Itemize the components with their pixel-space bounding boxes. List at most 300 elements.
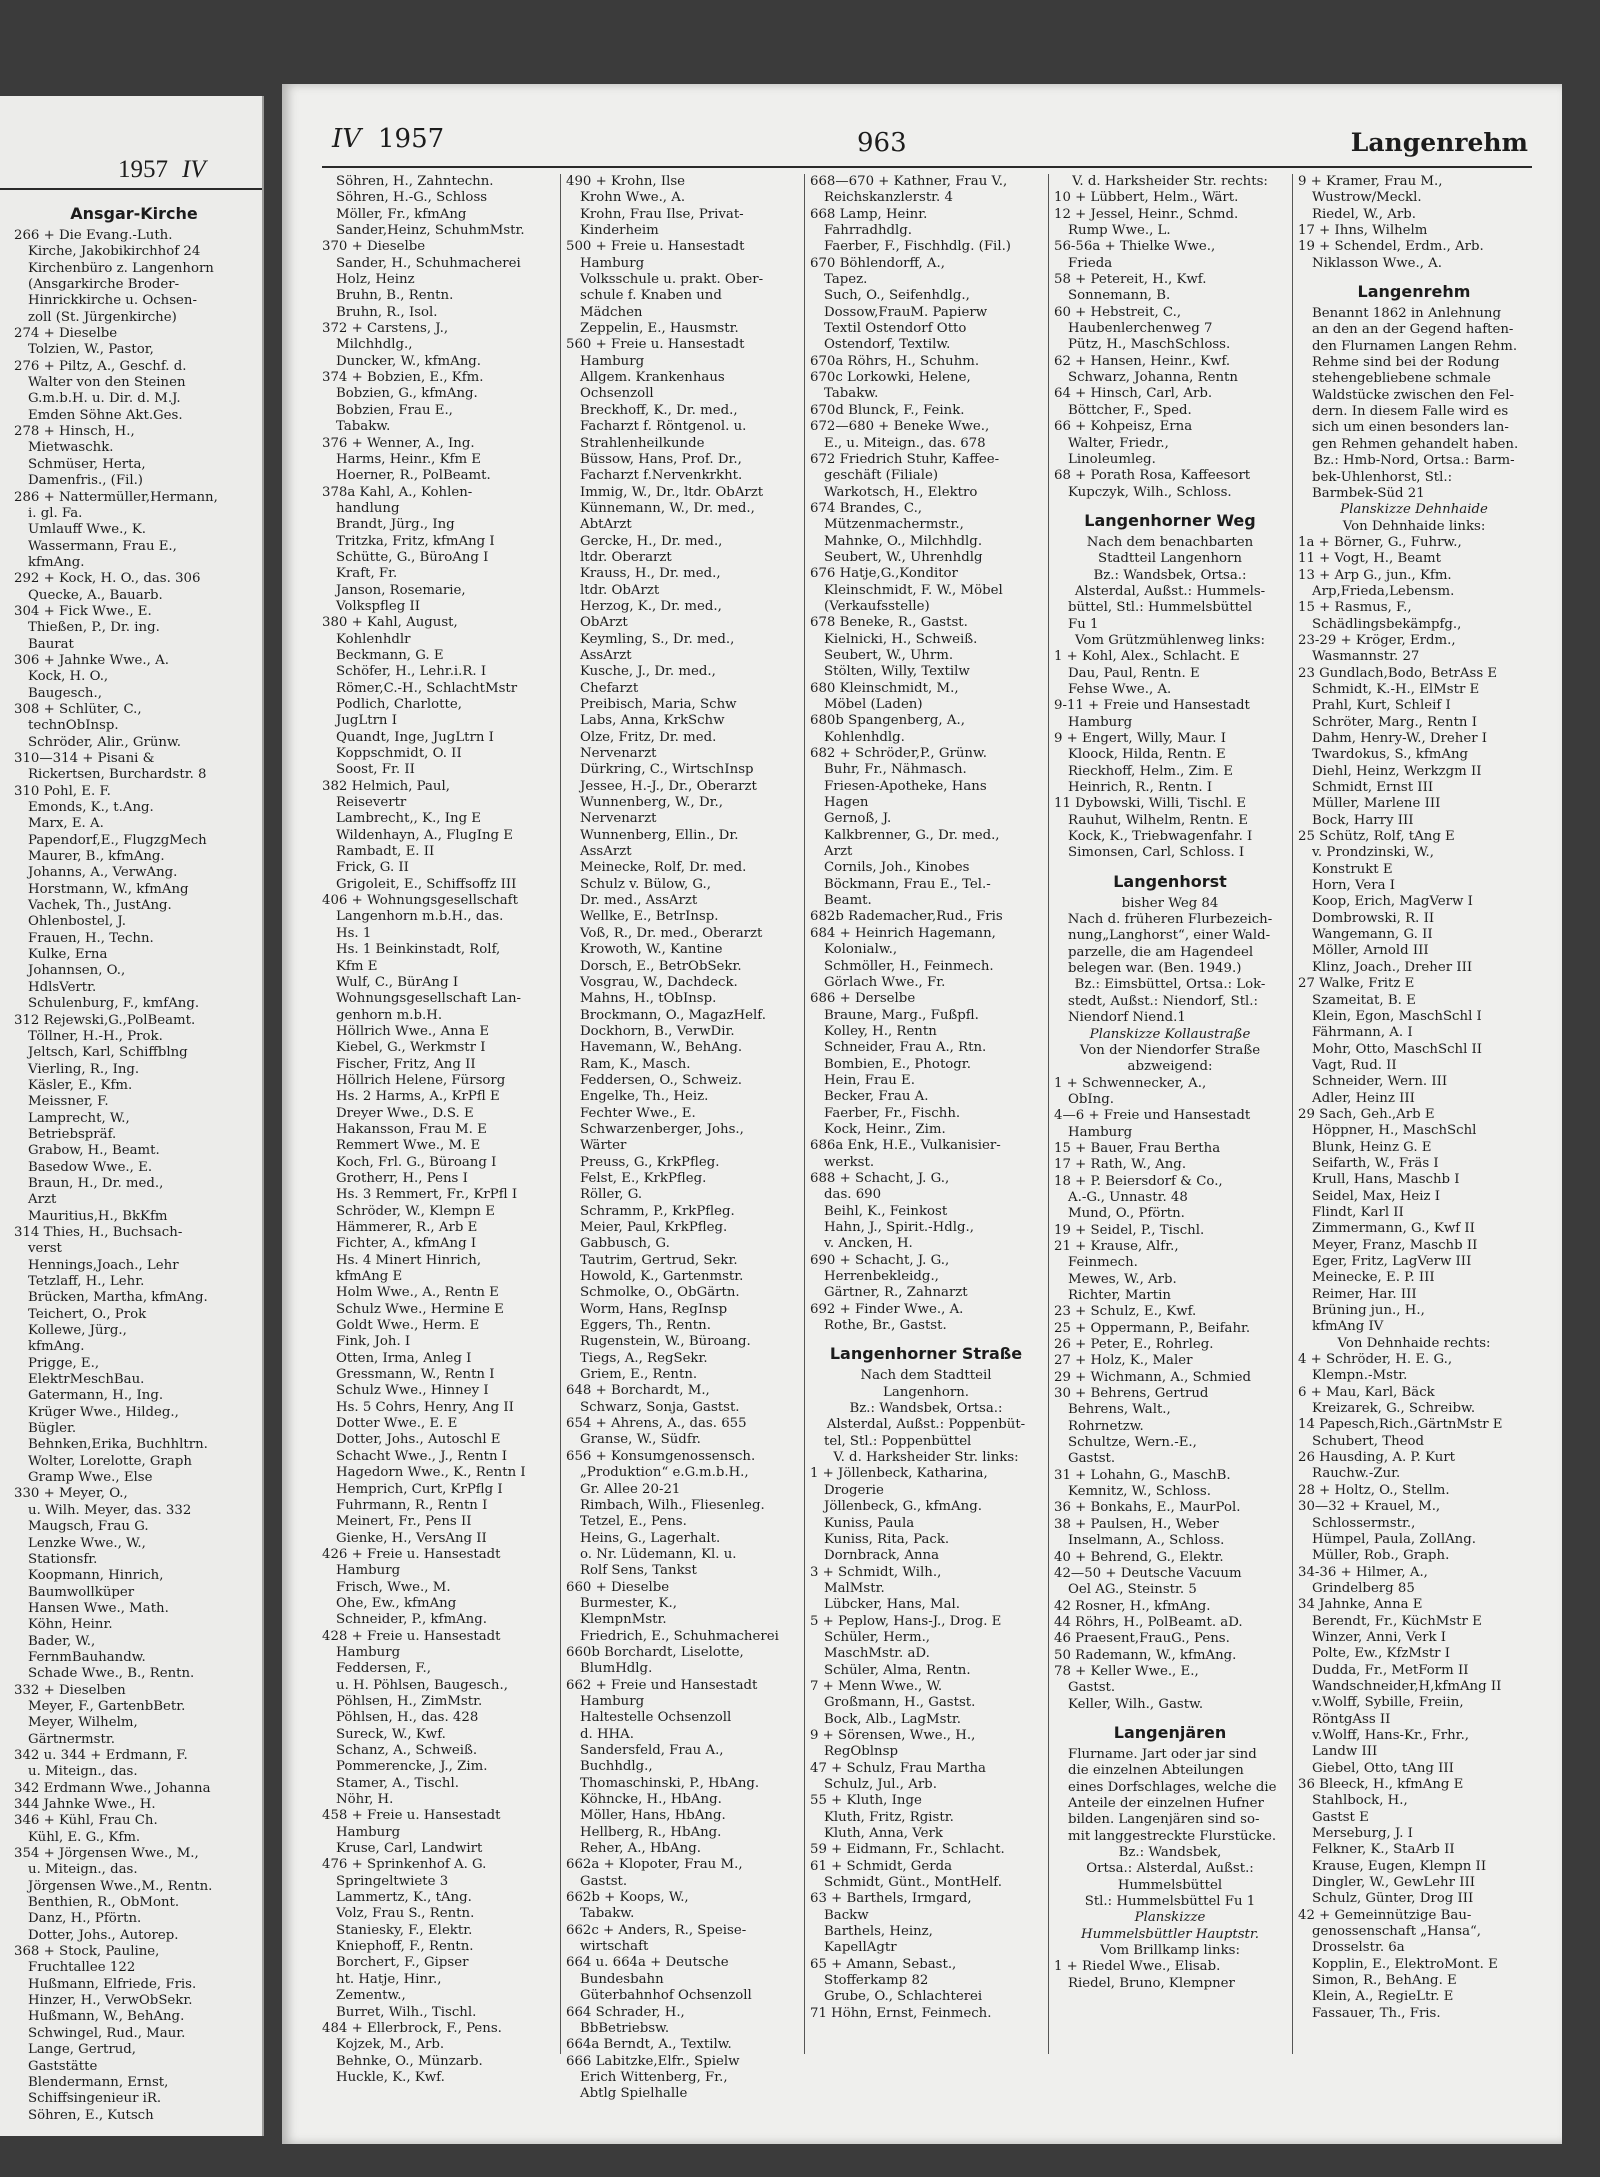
resident-entry: Such, O., Seifenhdlg., bbox=[824, 288, 970, 304]
resident-entry: Tabakw. bbox=[824, 386, 879, 402]
house-number-entry: 25 Schütz, Rolf, tAng E bbox=[1298, 829, 1455, 845]
resident-entry: Bader, W., bbox=[28, 1633, 96, 1649]
resident-entry: „Produktion“ e.G.m.b.H., bbox=[580, 1465, 749, 1481]
house-number-entry: 71 Höhn, Ernst, Feinmech. bbox=[810, 2005, 992, 2021]
resident-entry: Wunnenberg, W., Dr., bbox=[580, 795, 723, 811]
resident-entry: Hs. 1 Beinkinstadt, Rolf, bbox=[336, 942, 501, 958]
resident-entry: Klinz, Joach., Dreher III bbox=[1312, 959, 1473, 975]
resident-entry: Simon, R., BehAng. E bbox=[1312, 1973, 1457, 1989]
resident-entry: u. Wilh. Meyer, das. 332 bbox=[28, 1502, 192, 1518]
resident-entry: Meissner, F. bbox=[28, 1094, 109, 1110]
resident-entry: Teichert, O., Prok bbox=[28, 1306, 147, 1322]
resident-entry: Wolter, Lorelotte, Graph bbox=[28, 1453, 192, 1469]
resident-entry: Maurer, B., kfmAng. bbox=[28, 849, 165, 865]
resident-entry: Quandt, Inge, JugLtrn I bbox=[336, 729, 494, 745]
resident-entry: Hamburg bbox=[580, 255, 645, 271]
resident-entry: v.Wolff, Hans-Kr., Frhr., bbox=[1312, 1727, 1470, 1743]
resident-entry: u. Miteign., das. bbox=[28, 1764, 138, 1780]
right-page-rule bbox=[322, 166, 1532, 168]
resident-entry: Schubert, Theod bbox=[1312, 1433, 1425, 1449]
resident-entry: Meyer, Franz, Maschb II bbox=[1312, 1237, 1478, 1253]
resident-entry: Hagedorn Wwe., K., Rentn I bbox=[336, 1465, 526, 1481]
resident-entry: Kohlenhdlg. bbox=[824, 729, 905, 745]
map-sketch-reference: Planskizze bbox=[1134, 1910, 1206, 1926]
house-number-entry: 664a Berndt, A., Textilw. bbox=[566, 2037, 732, 2053]
street-description: abzweigend: bbox=[1127, 1059, 1213, 1075]
resident-entry: Köhn, Heinr. bbox=[28, 1617, 113, 1633]
resident-entry: Schramm, P., KrkPfleg. bbox=[580, 1203, 735, 1219]
resident-entry: Kopplin, E., ElektroMont. E bbox=[1312, 1956, 1498, 1972]
resident-entry: Keller, Wilh., Gastw. bbox=[1068, 1696, 1204, 1712]
resident-entry: AbtArzt bbox=[580, 517, 632, 533]
house-number-entry: 1a + Börner, G., Fuhrw., bbox=[1298, 534, 1462, 550]
resident-entry: Voß, R., Dr. med., Oberarzt bbox=[580, 925, 763, 941]
resident-entry: Johannsen, O., bbox=[28, 963, 126, 979]
resident-entry: Kluth, Anna, Verk bbox=[824, 1826, 943, 1842]
resident-entry: Twardokus, S., kfmAng bbox=[1312, 747, 1469, 763]
resident-entry: Facharzt f.Nervenkrkht. bbox=[580, 468, 743, 484]
resident-entry: Emonds, K., t.Ang. bbox=[28, 800, 154, 816]
street-description: Bz.: Hmb-Nord, Ortsa.: Barm- bbox=[1313, 453, 1515, 469]
resident-entry: Tetzel, E., Pens. bbox=[580, 1514, 687, 1530]
house-number-entry: 662b + Koops, W., bbox=[566, 1890, 689, 1906]
resident-entry: Holm Wwe., A., Rentn E bbox=[336, 1285, 499, 1301]
house-number-entry: 30—32 + Krauel, M., bbox=[1298, 1499, 1441, 1515]
house-number-entry: 50 Rademann, W., kfmAng. bbox=[1054, 1647, 1237, 1663]
resident-entry: Soost, Fr. II bbox=[336, 762, 415, 778]
house-number-entry: 654 + Ahrens, A., das. 655 bbox=[566, 1416, 747, 1432]
resident-entry: Barmbek-Süd 21 bbox=[1312, 485, 1425, 501]
house-number-entry: 10 + Lübbert, Helm., Wärt. bbox=[1054, 190, 1239, 206]
resident-entry: Felkner, K., StaArb II bbox=[1312, 1842, 1455, 1858]
resident-entry: Quecke, A., Bauarb. bbox=[28, 587, 163, 603]
resident-entry: Anteile der einzelnen Hufner bbox=[1068, 1795, 1264, 1811]
house-number-entry: 29 + Wichmann, A., Schmied bbox=[1054, 1369, 1251, 1385]
resident-entry: Hennings,Joach., Lehr bbox=[28, 1257, 179, 1273]
resident-entry: Hamburg bbox=[1068, 714, 1133, 730]
resident-entry: bek-Uhlenhorst, Stl.: bbox=[1312, 469, 1453, 485]
resident-entry: Braun, H., Dr. med., bbox=[28, 1175, 164, 1191]
resident-entry: Waldstücke zwischen den Fel- bbox=[1312, 387, 1514, 403]
house-number-entry: 19 + Seidel, P., Tischl. bbox=[1054, 1222, 1205, 1238]
street-description: Bz.: Wandsbek, bbox=[1118, 1845, 1222, 1860]
resident-entry: Adler, Heinz III bbox=[1312, 1090, 1415, 1106]
resident-entry: Tolzien, W., Pastor, bbox=[28, 342, 154, 358]
resident-entry: Sonnemann, B. bbox=[1068, 288, 1171, 304]
resident-entry: BbBetriebsw. bbox=[580, 2020, 670, 2036]
resident-entry: genhorn m.b.H. bbox=[336, 1007, 443, 1023]
resident-entry: Prahl, Kurt, Schleif I bbox=[1312, 698, 1451, 714]
resident-entry: Buhr, Fr., Nähmasch. bbox=[824, 762, 967, 778]
resident-entry: Frick, G. II bbox=[336, 860, 409, 876]
house-number-entry: 476 + Sprinkenhof A. G. bbox=[322, 1857, 487, 1873]
house-number-entry: 40 + Behrend, G., Elektr. bbox=[1054, 1549, 1224, 1565]
resident-entry: Keymling, S., Dr. med., bbox=[580, 631, 735, 647]
resident-entry: Bombien, E., Photogr. bbox=[824, 1056, 971, 1072]
resident-entry: Burmester, K., bbox=[580, 1595, 677, 1611]
resident-entry: Holz, Heinz bbox=[336, 272, 415, 288]
resident-entry: Beamt. bbox=[824, 893, 872, 909]
left-page-column bbox=[14, 194, 254, 2123]
resident-entry: Kuniss, Rita, Pack. bbox=[824, 1531, 950, 1547]
house-number-entry: 374 + Bobzien, E., Kfm. bbox=[322, 370, 484, 386]
resident-entry: Dockhorn, B., VerwDir. bbox=[580, 1023, 735, 1039]
resident-entry: Hansen Wwe., Math. bbox=[28, 1600, 169, 1616]
resident-entry: Emden Söhne Akt.Ges. bbox=[28, 407, 183, 423]
resident-entry: Meyer, F., GartenbBetr. bbox=[28, 1698, 186, 1714]
resident-entry: Rickertsen, Burchardstr. 8 bbox=[28, 767, 207, 783]
house-number-entry: 23 + Schulz, E., Kwf. bbox=[1054, 1304, 1197, 1320]
resident-entry: Schüler, Herm., bbox=[824, 1629, 931, 1645]
resident-entry: Buchhdlg., bbox=[580, 1759, 653, 1775]
resident-entry: Textil Ostendorf Otto bbox=[824, 321, 967, 337]
resident-entry: Wassermann, Frau E., bbox=[28, 538, 177, 554]
house-number-entry: 1 + Riedel Wwe., Elisab. bbox=[1054, 1959, 1221, 1975]
street-description: Nach d. früheren Flurbezeich- bbox=[1067, 912, 1273, 928]
resident-entry: Fu 1 bbox=[1068, 616, 1099, 632]
resident-entry: Wangemann, G. II bbox=[1312, 927, 1433, 943]
house-number-entry: 78 + Keller Wwe., E., bbox=[1054, 1663, 1199, 1679]
resident-entry: Kolley, H., Rentn bbox=[824, 1023, 937, 1039]
resident-entry: Arzt bbox=[28, 1192, 57, 1208]
house-number-entry: 306 + Jahnke Wwe., A. bbox=[14, 652, 169, 668]
resident-entry: Brüning jun., H., bbox=[1312, 1303, 1425, 1319]
resident-entry: Hellberg, R., HbAng. bbox=[580, 1824, 722, 1840]
resident-entry: Hinzer, H., VerwObSekr. bbox=[28, 1993, 193, 2009]
resident-entry: Erich Wittenberg, Fr., bbox=[580, 2069, 728, 2085]
resident-entry: Hinrickkirche u. Ochsen- bbox=[28, 293, 197, 309]
resident-entry: Braune, Marg., Fußpfl. bbox=[824, 1007, 979, 1023]
resident-entry: Frauen, H., Techn. bbox=[28, 930, 154, 946]
resident-entry: Rohrnetzw. bbox=[1068, 1418, 1144, 1434]
resident-entry: Söhren, E., Kutsch bbox=[28, 2107, 154, 2123]
resident-entry: Müller, Rob., Graph. bbox=[1312, 1548, 1450, 1564]
resident-entry: Mohr, Otto, MaschSchl II bbox=[1312, 1041, 1483, 1057]
resident-entry: Meinecke, E. P. III bbox=[1312, 1270, 1435, 1286]
house-number-entry: 36 + Bonkahs, E., MaurPol. bbox=[1054, 1500, 1241, 1516]
resident-entry: Wärter bbox=[580, 1138, 627, 1154]
house-number-entry: 42—50 + Deutsche Vacuum bbox=[1054, 1565, 1242, 1581]
resident-entry: Granse, W., Südfr. bbox=[580, 1432, 701, 1448]
street-description: Hummelsbüttel bbox=[1117, 1877, 1223, 1893]
house-number-entry: 680 Kleinschmidt, M., bbox=[810, 680, 959, 696]
resident-entry: Fährmann, A. I bbox=[1312, 1025, 1413, 1041]
resident-entry: Schädlingsbekämpfg., bbox=[1312, 616, 1462, 632]
resident-entry: Volz, Frau S., Rentn. bbox=[336, 1906, 475, 1922]
resident-entry: Gastst. bbox=[580, 1873, 628, 1889]
resident-entry: Thießen, P., Dr. ing. bbox=[28, 620, 160, 636]
house-number-entry: 3 + Schmidt, Wilh., bbox=[810, 1564, 942, 1580]
resident-entry: Cornils, Joh., Kinobes bbox=[824, 860, 970, 876]
resident-entry: Grindelberg 85 bbox=[1312, 1580, 1415, 1596]
house-number-entry: 662a + Klopoter, Frau M., bbox=[566, 1857, 743, 1873]
resident-entry: Kluth, Fritz, Rgistr. bbox=[824, 1809, 954, 1825]
resident-entry: Dreyer Wwe., D.S. E bbox=[336, 1105, 474, 1121]
resident-entry: Fassauer, Th., Fris. bbox=[1312, 2005, 1441, 2021]
resident-entry: eines Dorfschlages, welche die bbox=[1068, 1779, 1277, 1795]
resident-entry: Seidel, Max, Heiz I bbox=[1312, 1188, 1441, 1204]
house-number-entry: 692 + Finder Wwe., A. bbox=[810, 1301, 964, 1317]
resident-entry: Klein, A., RegieLtr. E bbox=[1312, 1989, 1454, 2005]
resident-entry: Zementw., bbox=[336, 1988, 406, 2004]
resident-entry: Wohnungsgesellschaft Lan- bbox=[336, 991, 522, 1007]
resident-entry: Nervenarzt bbox=[580, 746, 657, 762]
house-number-entry: 304 + Fick Wwe., E. bbox=[14, 603, 152, 619]
resident-entry: Böckmann, Frau E., Tel.- bbox=[824, 876, 991, 892]
resident-entry: A.-G., Unnastr. 48 bbox=[1068, 1189, 1188, 1205]
resident-entry: Hämmerer, R., Arb E bbox=[336, 1220, 478, 1235]
resident-entry: Barthels, Heinz, bbox=[824, 1924, 933, 1940]
house-number-entry: 5 + Peplow, Hans-J., Drog. E bbox=[810, 1613, 1002, 1629]
resident-entry: Kirche, Jakobikirchhof 24 bbox=[28, 244, 201, 260]
resident-entry: Tabakw. bbox=[336, 419, 391, 435]
resident-entry: Worm, Hans, RegInsp bbox=[580, 1301, 728, 1317]
house-number-entry: 1 + Schwennecker, A., bbox=[1054, 1075, 1207, 1091]
left-page bbox=[0, 96, 264, 2136]
resident-entry: Horn, Vera I bbox=[1312, 878, 1395, 894]
house-number-entry: 62 + Hansen, Heinr., Kwf. bbox=[1054, 353, 1231, 369]
house-number-entry: 14 Papesch,Rich.,GärtnMstr E bbox=[1298, 1417, 1503, 1433]
resident-entry: Schneider, P., kfmAng. bbox=[336, 1612, 487, 1628]
resident-entry: Oel AG., Steinstr. 5 bbox=[1068, 1582, 1197, 1598]
resident-entry: Reisevertr bbox=[336, 795, 407, 811]
resident-entry: stedt, Außst.: Niendorf, Stl.: bbox=[1068, 993, 1258, 1009]
resident-entry: Arzt bbox=[824, 844, 853, 860]
resident-entry: Kuniss, Paula bbox=[824, 1515, 915, 1531]
resident-entry: Schwarz, Sonja, Gastst. bbox=[580, 1399, 740, 1415]
resident-entry: Diehl, Heinz, Werkzgm II bbox=[1312, 763, 1482, 779]
resident-entry: Hs. 2 Harms, A., KrPfl E bbox=[336, 1089, 500, 1105]
resident-entry: AssArzt bbox=[580, 844, 632, 860]
resident-entry: kfmAng. bbox=[28, 1339, 85, 1355]
resident-entry: Schlossermstr., bbox=[1312, 1515, 1416, 1531]
resident-entry: JugLtrn I bbox=[336, 713, 397, 729]
house-number-entry: 46 Praesent,FrauG., Pens. bbox=[1054, 1631, 1230, 1647]
resident-entry: Rehme sind bei der Rodung bbox=[1312, 355, 1500, 371]
house-number-entry: 56-56a + Thielke Wwe., bbox=[1054, 239, 1216, 255]
resident-entry: Friesen-Apotheke, Hans bbox=[824, 778, 987, 794]
resident-entry: Kraft, Fr. bbox=[336, 566, 398, 582]
column-divider bbox=[804, 174, 805, 2054]
resident-entry: Remmert Wwe., M. E bbox=[336, 1138, 481, 1154]
resident-entry: die einzelnen Abteilungen bbox=[1068, 1763, 1244, 1779]
house-number-entry: 688 + Schacht, J. G., bbox=[810, 1170, 950, 1186]
resident-entry: Tiegs, A., RegSekr. bbox=[580, 1350, 708, 1366]
resident-entry: Rauchw.-Zur. bbox=[1312, 1466, 1401, 1482]
resident-entry: Fehse Wwe., A. bbox=[1068, 681, 1172, 697]
resident-entry: Hahn, J., Spirit.-Hdlg., bbox=[824, 1220, 974, 1235]
resident-entry: Schulz, Jul., Arb. bbox=[824, 1777, 937, 1792]
resident-entry: Wulf, C., BürAng I bbox=[336, 974, 459, 990]
resident-entry: KapellAgtr bbox=[824, 1940, 897, 1956]
resident-entry: Schacht Wwe., J., Rentn I bbox=[336, 1448, 508, 1464]
house-number-entry: 9 + Engert, Willy, Maur. I bbox=[1054, 731, 1226, 746]
resident-entry: wirtschaft bbox=[580, 1939, 649, 1955]
resident-entry: Kulke, Erna bbox=[28, 947, 108, 963]
resident-entry: Dr. med., AssArzt bbox=[580, 893, 698, 909]
house-number-entry: 680b Spangenberg, A., bbox=[810, 713, 965, 729]
house-number-entry: 342 Erdmann Wwe., Johanna bbox=[14, 1780, 211, 1796]
resident-entry: Borchert, F., Gipser bbox=[336, 1955, 469, 1971]
street-description: Bz.: Eimsbüttel, Ortsa.: Lok- bbox=[1074, 977, 1266, 993]
resident-entry: Schulz Wwe., Hinney I bbox=[336, 1383, 489, 1399]
house-number-entry: 276 + Piltz, A., Geschf. d. bbox=[14, 358, 187, 374]
house-number-entry: 65 + Amann, Sebast., bbox=[810, 1956, 957, 1972]
house-number-entry: 9-11 + Freie und Hansestadt bbox=[1054, 698, 1250, 714]
resident-entry: Ohe, Ew., kfmAng bbox=[336, 1595, 457, 1611]
resident-entry: Allgem. Krankenhaus bbox=[580, 370, 725, 386]
house-number-entry: 672—680 + Beneke Wwe., bbox=[810, 419, 990, 435]
resident-entry: Fink, Joh. I bbox=[336, 1334, 411, 1350]
resident-entry: AssArzt bbox=[580, 647, 632, 663]
column-divider bbox=[1048, 174, 1049, 2054]
resident-entry: Fichter, A., kfmAng I bbox=[336, 1236, 477, 1252]
resident-entry: Pöhlsen, H., das. 428 bbox=[336, 1710, 479, 1726]
house-number-entry: 670a Röhrs, H., Schuhm. bbox=[810, 353, 980, 369]
resident-entry: Stamer, A., Tischl. bbox=[336, 1775, 459, 1791]
resident-entry: Flurname. Jart oder jar sind bbox=[1068, 1746, 1257, 1762]
house-number-entry: 648 + Borchardt, M., bbox=[566, 1383, 710, 1399]
resident-entry: Benannt 1862 in Anlehnung bbox=[1312, 306, 1501, 322]
resident-entry: technObInsp. bbox=[28, 718, 119, 734]
house-number-entry: 23 Gundlach,Bodo, BetrAss E bbox=[1298, 665, 1498, 681]
resident-entry: Stofferkamp 82 bbox=[824, 1973, 929, 1989]
house-number-entry: 292 + Kock, H. O., das. 306 bbox=[14, 571, 201, 587]
house-number-entry: 60 + Hebstreit, C., bbox=[1054, 304, 1182, 320]
resident-entry: Kohlenhdlr bbox=[336, 631, 411, 647]
resident-entry: d. HHA. bbox=[580, 1726, 634, 1742]
resident-entry: Stölten, Willy, Textilw bbox=[824, 664, 970, 680]
street-description: Nach dem benachbarten bbox=[1086, 534, 1254, 550]
resident-entry: Höllrich Helene, Fürsorg bbox=[336, 1072, 506, 1088]
resident-entry: Goldt Wwe., Herm. E bbox=[336, 1318, 480, 1334]
resident-entry: Janson, Rosemarie, bbox=[336, 582, 466, 598]
resident-entry: Baumwollküper bbox=[28, 1584, 135, 1600]
street-description: Nach dem Stadtteil bbox=[860, 1368, 992, 1384]
resident-entry: Berendt, Fr., KüchMstr E bbox=[1312, 1613, 1482, 1629]
house-number-entry: 30 + Behrens, Gertrud bbox=[1054, 1386, 1209, 1402]
resident-entry: Hagen bbox=[824, 795, 869, 811]
resident-entry: Schütte, G., BüroAng I bbox=[336, 549, 489, 565]
resident-entry: Koop, Erich, MagVerw I bbox=[1312, 894, 1473, 910]
house-number-entry: 27 Walke, Fritz E bbox=[1298, 976, 1415, 992]
resident-entry: Bock, Alb., LagMstr. bbox=[824, 1711, 961, 1727]
resident-entry: Podlich, Charlotte, bbox=[336, 697, 462, 712]
resident-entry: Bobzien, Frau E., bbox=[336, 402, 453, 418]
resident-entry: Dau, Paul, Rentn. E bbox=[1068, 665, 1200, 681]
house-number-entry: 9 + Sörensen, Wwe., H., bbox=[810, 1727, 976, 1743]
resident-entry: Herzog, K., Dr. med., bbox=[580, 598, 722, 614]
street-description: Von der Niendorfer Straße bbox=[1079, 1042, 1261, 1058]
house-number-entry: 380 + Kahl, August, bbox=[322, 615, 458, 631]
resident-entry: Sureck, W., Kwf. bbox=[336, 1726, 446, 1742]
resident-entry: Bock, Harry III bbox=[1312, 812, 1414, 828]
resident-entry: Felst, E., KrkPfleg. bbox=[580, 1170, 707, 1186]
resident-entry: Becker, Frau A. bbox=[824, 1089, 929, 1105]
resident-entry: Klempn.-Mstr. bbox=[1312, 1368, 1408, 1384]
resident-entry: Römer,C.-H., SchlachtMstr bbox=[336, 680, 518, 696]
resident-entry: Schmöller, H., Feinmech. bbox=[824, 958, 994, 974]
resident-entry: Jörgensen Wwe.,M., Rentn. bbox=[28, 1878, 213, 1894]
resident-entry: Tabakw. bbox=[580, 1906, 635, 1922]
resident-entry: Tetzlaff, H., Lehr. bbox=[28, 1274, 145, 1289]
resident-entry: Drosselstr. 6a bbox=[1312, 1940, 1405, 1956]
resident-entry: Dorsch, E., BetrObSekr. bbox=[580, 958, 742, 974]
house-number-entry: 682b Rademacher,Rud., Fris bbox=[810, 909, 1003, 925]
resident-entry: Maugsch, Frau G. bbox=[28, 1519, 149, 1535]
resident-entry: Hamburg bbox=[336, 1644, 401, 1660]
resident-entry: kfmAng. bbox=[28, 554, 85, 570]
running-title: Langenrehm bbox=[1350, 128, 1528, 157]
house-number-entry: 13 + Arp G., jun., Kfm. bbox=[1298, 567, 1452, 583]
resident-entry: Papendorf,E., FlugzgMech bbox=[28, 832, 207, 848]
resident-entry: Hs. 3 Remmert, Fr., KrPfl I bbox=[336, 1187, 518, 1203]
resident-entry: Seifarth, W., Fräs I bbox=[1312, 1155, 1439, 1171]
house-number-entry: 266 + Die Evang.-Luth. bbox=[14, 228, 173, 243]
resident-entry: Schröter, Marg., Rentn I bbox=[1312, 714, 1477, 730]
resident-entry: Mewes, W., Arb. bbox=[1068, 1271, 1177, 1287]
house-number-entry: 28 + Holtz, O., Stellm. bbox=[1298, 1482, 1450, 1498]
resident-entry: Vagt, Rud. II bbox=[1312, 1057, 1397, 1073]
left-page-rule bbox=[0, 188, 262, 190]
resident-entry: Meinert, Fr., Pens II bbox=[336, 1514, 472, 1530]
column-divider bbox=[560, 174, 561, 2054]
resident-entry: Schmidt, Ernst III bbox=[1312, 780, 1434, 796]
resident-entry: Linoleumleg. bbox=[1068, 451, 1156, 467]
resident-entry: büttel, Stl.: Hummelsbüttel bbox=[1068, 600, 1253, 616]
resident-entry: Lenzke Wwe., W., bbox=[28, 1535, 146, 1551]
resident-entry: Haltestelle Ochsenzoll bbox=[580, 1710, 732, 1726]
resident-entry: Gastst E bbox=[1312, 1809, 1369, 1825]
house-number-entry: 308 + Schlüter, C., bbox=[14, 701, 142, 717]
resident-entry: Böttcher, F., Sped. bbox=[1068, 402, 1192, 418]
resident-entry: Klein, Egon, MaschSchl I bbox=[1312, 1008, 1482, 1024]
resident-entry: Giebel, Otto, tAng III bbox=[1312, 1760, 1454, 1776]
resident-entry: Kielnicki, H., Schweiß. bbox=[824, 631, 978, 647]
resident-entry: Bundesbahn bbox=[580, 1971, 664, 1987]
resident-entry: Feddersen, F., bbox=[336, 1661, 431, 1677]
resident-entry: Reimer, Har. III bbox=[1312, 1286, 1417, 1302]
resident-entry: Schwarzenberger, Johs., bbox=[580, 1121, 744, 1137]
resident-entry: Hümpel, Paula, ZollAng. bbox=[1312, 1531, 1476, 1547]
house-number-entry: 59 + Eidmann, Fr., Schlacht. bbox=[810, 1842, 1005, 1858]
resident-entry: Behnken,Erika, Buchhltrn. bbox=[28, 1437, 208, 1453]
house-number-entry: 332 + Dieselben bbox=[14, 1682, 126, 1698]
resident-entry: nung„Langhorst“, einer Wald- bbox=[1068, 928, 1271, 944]
house-number-entry: 670 Böhlendorff, A., bbox=[810, 255, 945, 271]
resident-entry: Großmann, H., Gastst. bbox=[824, 1695, 976, 1711]
house-number-entry: 11 Dybowski, Willi, Tischl. E bbox=[1054, 796, 1247, 812]
house-number-entry: 686a Enk, H.E., Vulkanisier- bbox=[810, 1138, 1001, 1154]
resident-entry: Reichskanzlerstr. 4 bbox=[824, 190, 953, 206]
house-number-entry: 21 + Krause, Alfr., bbox=[1054, 1238, 1179, 1254]
resident-entry: Danz, H., Pförtn. bbox=[28, 1911, 142, 1927]
resident-entry: Tritzka, Fritz, kfmAng I bbox=[336, 533, 495, 549]
resident-entry: Sander,Heinz, SchuhmMstr. bbox=[336, 223, 525, 239]
resident-entry: Riedel, Bruno, Klempner bbox=[1068, 1975, 1235, 1991]
resident-entry: Stationsfr. bbox=[28, 1551, 98, 1567]
house-number-entry: 15 + Rasmus, F., bbox=[1298, 600, 1412, 616]
resident-entry: Dornbrack, Anna bbox=[824, 1548, 939, 1564]
resident-entry: Ostendorf, Textilw. bbox=[824, 337, 951, 353]
resident-entry: Vosgrau, W., Dachdeck. bbox=[580, 974, 738, 990]
house-number-entry: 26 + Peter, E., Rohrleg. bbox=[1054, 1337, 1214, 1353]
resident-entry: Schmolke, O., ObGärtn. bbox=[580, 1285, 740, 1301]
resident-entry: Volksschule u. prakt. Ober- bbox=[580, 272, 764, 288]
resident-entry: Duncker, W., kfmAng. bbox=[336, 353, 482, 369]
resident-entry: Fruchtallee 122 bbox=[28, 1960, 136, 1976]
resident-entry: parzelle, die am Hagendeel bbox=[1068, 944, 1254, 960]
